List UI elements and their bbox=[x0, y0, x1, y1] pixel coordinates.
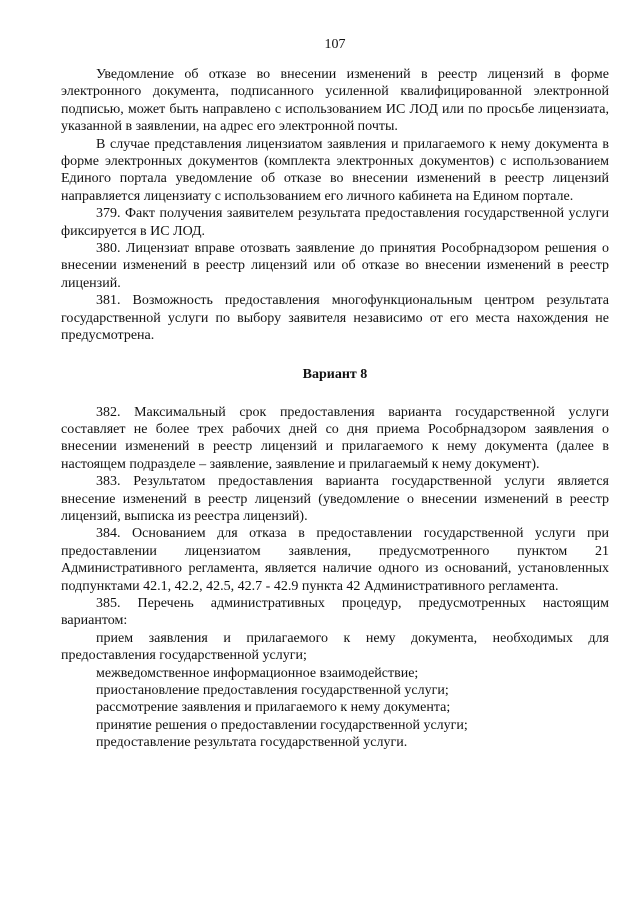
list-item: межведомственное информационное взаимодействие; bbox=[96, 665, 419, 681]
list-item: принятие решения о предоставлении государственной услуги; bbox=[96, 717, 468, 733]
paragraph-notice-electronic: Уведомление об отказе во внесении изменений в реестр лицензий в форме электронного документа, подписанного усиленной квалифицированной электронной подписью, может быть направлено с использованием ИС ЛОД или по просьбе лицензиата, указанной в заявлении, на адрес его электронной почты. bbox=[61, 67, 609, 135]
procedures-list bbox=[61, 630, 609, 752]
section-heading: Вариант 8 bbox=[302, 366, 368, 382]
paragraph-381: 381. Возможность предоставления многофункциональным центром результата государственной услуги по выбору заявителя независимо от его места нахождения не предусмотрена. bbox=[61, 293, 609, 344]
paragraph-380: 380. Лицензиат вправе отозвать заявление до принятия Рособрнадзором решения о внесении изменений в реестр лицензий или об отказе во внесении изменений в реестр лицензий. bbox=[61, 241, 609, 291]
paragraph-385: 385. Перечень административных процедур, предусмотренных настоящим вариантом: bbox=[61, 595, 609, 629]
list-item: прием заявления и прилагаемого к нему документа, необходимых для предоставления государственной услуги; bbox=[61, 630, 609, 664]
list-item: предоставление результата государственной услуги. bbox=[96, 735, 408, 751]
list-item: приостановление предоставления государственной услуги; bbox=[96, 683, 449, 698]
paragraph-383: 383. Результатом предоставления варианта государственной услуги является внесение изменений в реестр лицензий (уведомление о внесении изменений в реестр лицензий, выписка из реестра лицензий). bbox=[61, 474, 609, 524]
paragraph-382: 382. Максимальный срок предоставления варианта государственной услуги составляет не более трех рабочих дней со дня приема Рособрнадзором заявления о внесении изменений в реестр лицензий и прилагаемого к нему документа (далее в настоящем подразделе – заявление, заявление и прилагаемый к нему документ). bbox=[61, 404, 609, 472]
page-number: 107 bbox=[324, 37, 346, 52]
paragraph-384: 384. Основанием для отказа в предоставлении государственной услуги при предоставлении лицензиатом заявления, предусмотренного пунктом 21 Административного регламента, является наличие одного из оснований, установленных подпунктами 42.1, 42.2, 42.5, 42.7 - 42.9 пункта 42 Административного регламента. bbox=[61, 526, 609, 594]
list-item: рассмотрение заявления и прилагаемого к нему документа; bbox=[96, 700, 451, 716]
paragraph-notice-portal: В случае представления лицензиатом заявления и прилагаемого к нему документа в форме электронных документов (комплекта электронных документов) с использованием Единого портала уведомление об отказе во внесении изменений в реестр лицензий направляется лицензиату с использованием его личного кабинета на Едином портале. bbox=[61, 136, 609, 204]
paragraph-379: 379. Факт получения заявителем результата предоставления государственной услуги фиксируется в ИС ЛОД. bbox=[61, 206, 609, 239]
